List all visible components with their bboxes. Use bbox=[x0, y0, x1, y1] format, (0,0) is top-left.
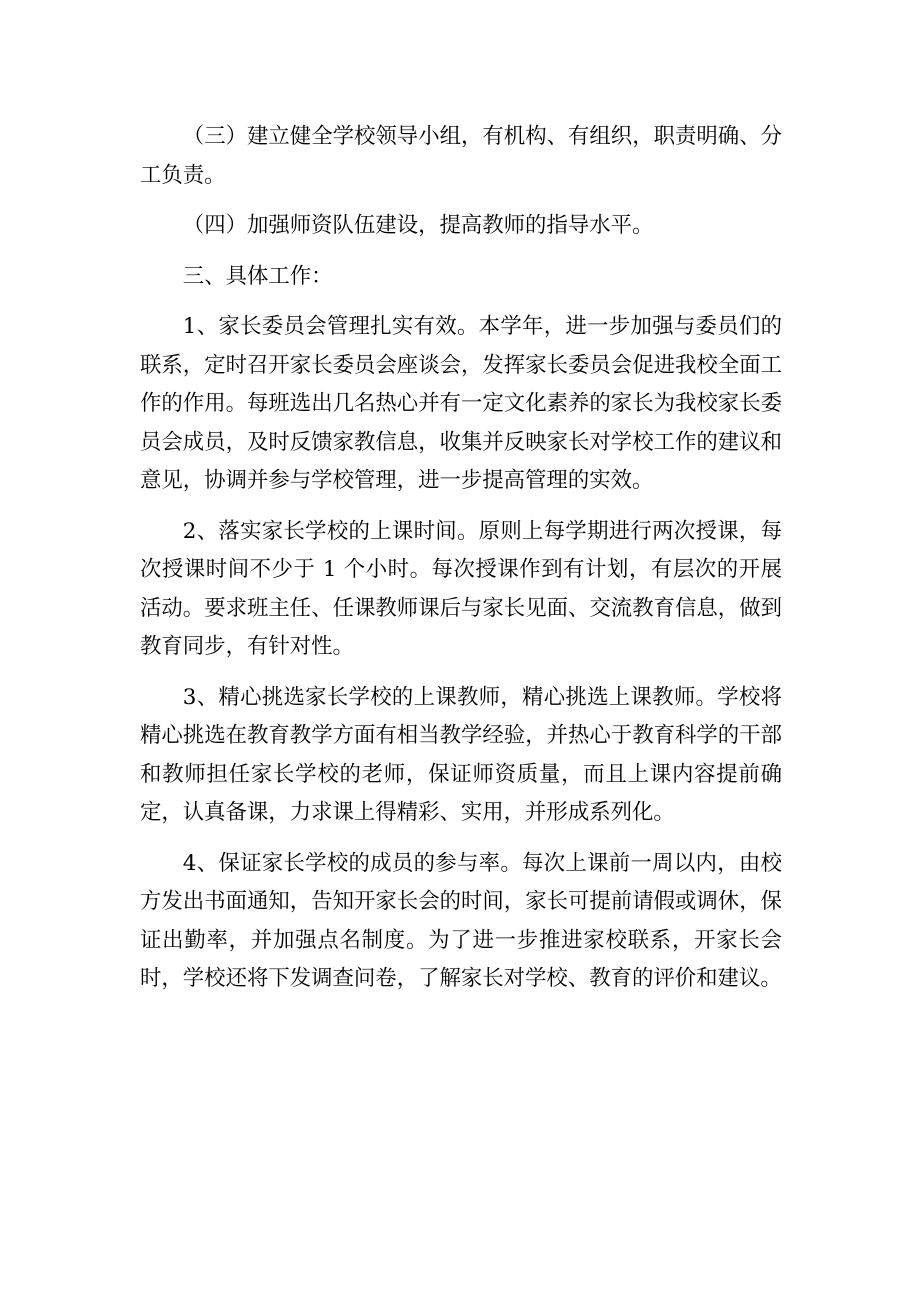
document-body bbox=[140, 118, 782, 1011]
paragraph-item-4-participation: 4、保证家长学校的成员的参与率。每次上课前一周以内，由校方发出书面通知，告知开家长会的时间，家长可提前请假或调休，保证出勤率，并加强点名制度。为了进一步推进家校联系，开家长会时，学校还将下发调查问卷，了解家长对学校、教育的评价和建议。 bbox=[140, 850, 782, 991]
paragraph-item-3-select-teachers: 3、精心挑选家长学校的上课教师，精心挑选上课教师。学校将精心挑选在教育教学方面有相当教学经验，并热心于教育科学的干部和教师担任家长学校的老师，保证师资质量，而且上课内容提前确定，认真备课，力求课上得精彩、实用，并形成系列化。 bbox=[140, 684, 782, 825]
paragraph-section-3-leadership: （三）建立健全学校领导小组，有机构、有组织，职责明确、分工负责。 bbox=[140, 124, 782, 188]
paragraph-item-1-parent-committee: 1、家长委员会管理扎实有效。本学年，进一步加强与委员们的联系，定时召开家长委员会座谈会，发挥家长委员会促进我校全面工作的作用。每班选出几名热心并有一定文化素养的家长为我校家长委员会成员，及时反馈家教信息，收集并反映家长对学校工作的建议和意见，协调并参与学校管理，进一步提高管理的实效。 bbox=[140, 314, 782, 493]
paragraph-section-4-teachers: （四）加强师资队伍建设，提高教师的指导水平。 bbox=[182, 213, 654, 238]
paragraph-item-2-class-time: 2、落实家长学校的上课时间。原则上每学期进行两次授课，每次授课时间不少于 1 个小时。每次授课作到有计划，有层次的开展活动。要求班主任、任课教师课后与家长见面、交流教育信息，做到教育同步，有针对性。 bbox=[140, 518, 782, 659]
heading-specific-work: 三、具体工作： bbox=[182, 263, 333, 289]
